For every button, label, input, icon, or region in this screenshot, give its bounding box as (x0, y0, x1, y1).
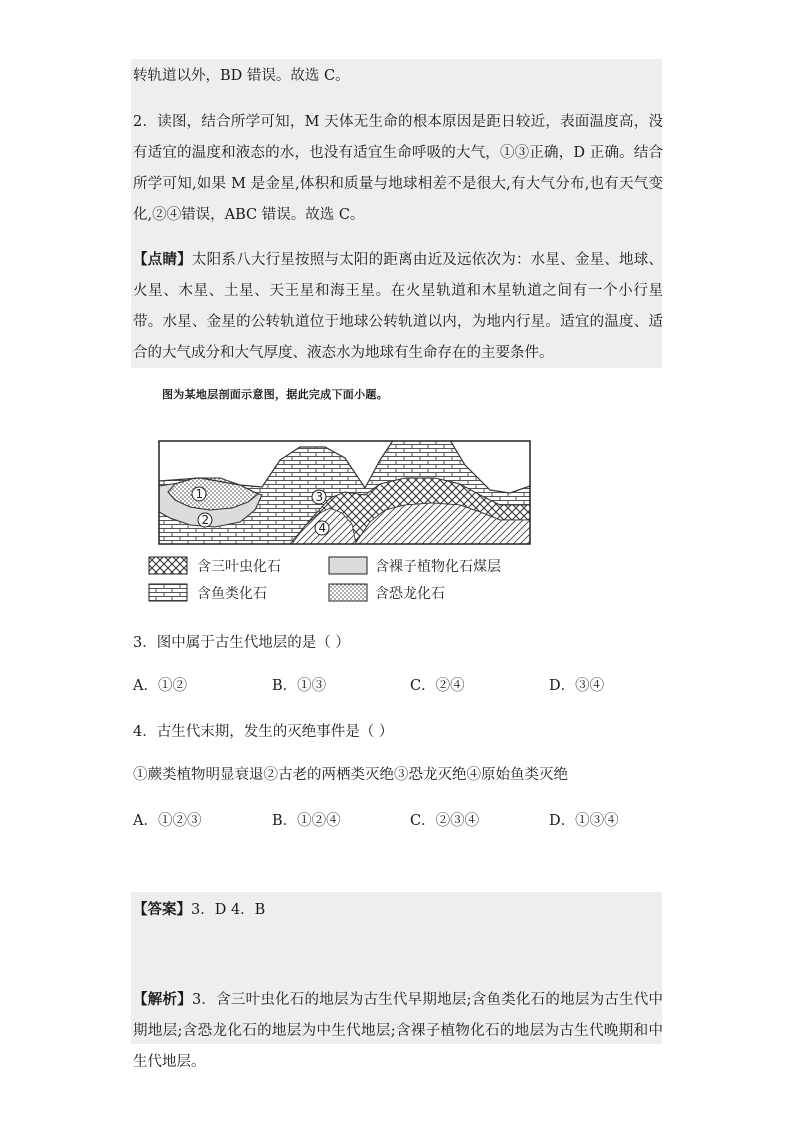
analysis-paragraph (133, 984, 663, 1078)
analysis-label: 【解析】 (133, 991, 192, 1008)
figure-caption: 图为某地层剖面示意图，据此完成下面小题。 (162, 388, 388, 401)
question-3-option-d[interactable]: D．③④ (549, 678, 605, 694)
tip-label: 【点睛】 (133, 251, 192, 268)
question-3-option-a[interactable]: A．①② (133, 678, 187, 694)
question-2-explanation: 2．读图，结合所学可知，M 天体无生命的根本原因是距日较近，表面温度高，没有适宜的温度和液态的水，也没有适宜生命呼吸的大气，①③正确，D 正确。结合所学可知,如果 M 是金星,体积和质量与地球相差不是很大,有大气分布,也有天气变化,②④错误，ABC 错误。故选 C。 (133, 114, 663, 223)
svg-text:1: 1 (195, 487, 204, 501)
legend-swatch-gymnosperm-coal (329, 557, 367, 574)
region-label-1 (192, 487, 206, 501)
region-label-3 (312, 490, 326, 504)
svg-text:2: 2 (201, 513, 210, 527)
question-4-stem: 4．古生代末期，发生的灭绝事件是（ ） (133, 724, 394, 740)
legend-swatch-dinosaur (329, 584, 367, 601)
question-3-option-c[interactable]: C．②④ (410, 678, 465, 694)
region-label-4 (315, 521, 329, 535)
question-4-option-b[interactable]: B．①②④ (272, 813, 341, 829)
answer-text: 3．D 4．B (191, 902, 266, 918)
question-4-option-a[interactable]: A．①②③ (133, 813, 202, 829)
legend-label-trilobite: 含三叶虫化石 (197, 559, 281, 575)
question-3-option-b[interactable]: B．①③ (272, 678, 327, 694)
legend-label-fish: 含鱼类化石 (197, 586, 267, 602)
question-4-statements: ①蕨类植物明显衰退②古老的两栖类灭绝③恐龙灭绝④原始鱼类灭绝 (133, 767, 568, 783)
legend-swatch-fish (149, 584, 187, 601)
question-3-stem: 3．图中属于古生代地层的是（ ） (133, 635, 350, 651)
svg-text:3: 3 (315, 490, 324, 504)
legend (149, 557, 501, 602)
legend-swatch-trilobite (149, 557, 187, 574)
answer-line (133, 900, 265, 920)
svg-text:4: 4 (318, 521, 327, 535)
legend-label-gymnosperm-coal: 含裸子植物化石煤层 (375, 559, 501, 575)
legend-label-dinosaur: 含恐龙化石 (375, 586, 445, 602)
analysis-text: 3．含三叶虫化石的地层为古生代早期地层;含鱼类化石的地层为古生代中期地层;含恐龙化石的地层为中生代地层;含裸子植物化石的地层为古生代晚期和中生代地层。 (133, 992, 664, 1070)
answer-label: 【答案】 (133, 901, 191, 918)
question-4-option-d[interactable]: D．①③④ (549, 813, 619, 829)
explanation-tail: 转轨道以外，BD 错误。故选 C。 (133, 68, 350, 84)
region-label-2 (198, 513, 212, 527)
question-4-option-c[interactable]: C．②③④ (410, 813, 480, 829)
tip-text: 太阳系八大行星按照与太阳的距离由近及远依次为：水星、金星、地球、火星、木星、土星、天王星和海王星。在火星轨道和木星轨道之间有一个小行星带。水星、金星的公转轨道位于地球公转轨道以内，为地内行星。适宜的温度、适合的大气成分和大气厚度、液态水为地球有生命存在的主要条件。 (133, 252, 664, 361)
